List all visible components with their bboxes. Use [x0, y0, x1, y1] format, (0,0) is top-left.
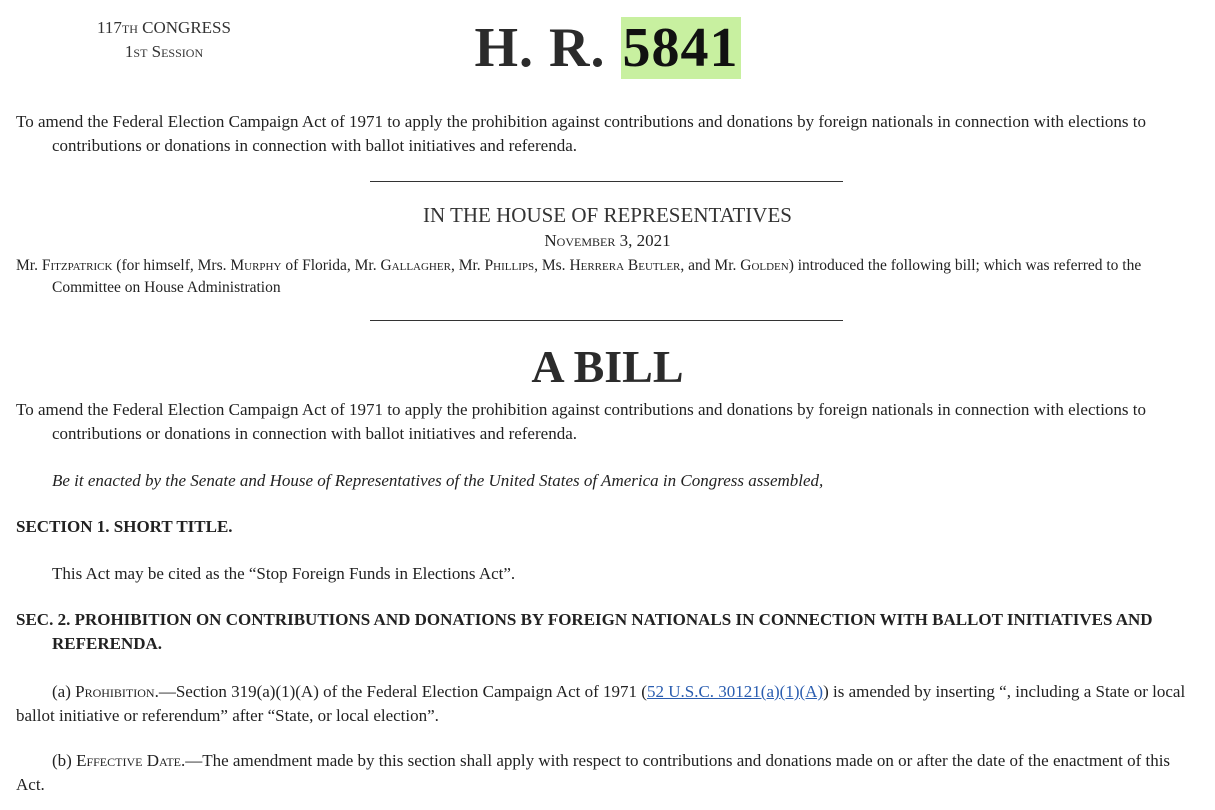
- bill-prefix: H. R.: [474, 17, 606, 79]
- enacting-clause: Be it enacted by the Senate and House of Representatives of the United States of America in Congress assembled,: [52, 471, 824, 490]
- subsection-a: (a) Prohibition.—Section 319(a)(1)(A) of the Federal Election Campaign Act of 1971 (52 U.S.C. 30121(a)(1)(A)) is amended by inserting “, including a State or local ballot initiative or referendum” after “State, or local election”.: [16, 682, 1186, 725]
- bill-heading: A BILL: [531, 341, 684, 392]
- summary-top: To amend the Federal Election Campaign Act of 1971 to apply the prohibition against contributions and donations by foreign nationals in connection with elections to contributions or donations in connection with ballot initiatives and referenda.: [16, 112, 1147, 155]
- subsection-b-title: Effective Date: [76, 751, 181, 770]
- subsection-a-title: Prohibition: [75, 682, 155, 701]
- sponsor-name: Fitzpatrick: [41, 257, 113, 274]
- sponsor-name: Phillips: [484, 257, 535, 274]
- congress-number: 117th CONGRESS: [97, 18, 231, 37]
- sponsor-name: Herrera Beutler: [569, 257, 681, 274]
- section-1-text: This Act may be cited as the “Stop Foreign Funds in Elections Act”.: [52, 564, 516, 583]
- subsection-b: (b) Effective Date.—The amendment made by this section shall apply with respect to contributions and donations made on or after the date of the enactment of this Act.: [16, 751, 1171, 794]
- sponsor-name: Murphy: [230, 257, 282, 274]
- usc-citation-link[interactable]: 52 U.S.C. 30121(a)(1)(A): [646, 682, 824, 701]
- sponsor-name: Gallagher: [380, 257, 451, 274]
- sponsor-name: Golden: [740, 257, 789, 274]
- summary-bill: To amend the Federal Election Campaign Act of 1971 to apply the prohibition against contributions and donations by foreign nationals in connection with elections to contributions or donations in connection with ballot initiatives and referenda.: [16, 400, 1147, 443]
- divider-bottom: [370, 320, 843, 321]
- bill-title: [0, 12, 1215, 84]
- introduction-date: November 3, 2021: [544, 231, 671, 250]
- section-1-heading: SECTION 1. SHORT TITLE.: [16, 517, 233, 536]
- house-title: IN THE HOUSE OF REPRESENTATIVES: [423, 203, 792, 227]
- bill-number: 5841: [622, 17, 739, 79]
- section-2-heading: SEC. 2. PROHIBITION ON CONTRIBUTIONS AND DONATIONS BY FOREIGN NATIONALS IN CONNECTION WITH BALLOT INITIATIVES AND REFERENDA.: [16, 610, 1153, 653]
- sponsors-statement: Mr. Fitzpatrick (for himself, Mrs. Murphy of Florida, Mr. Gallagher, Mr. Phillips, Ms. Herrera Beutler, and Mr. Golden) introduced the following bill; which was referred to the Committee on House Administration: [16, 257, 1142, 296]
- session-label: 1st Session: [124, 42, 204, 61]
- divider-top: [370, 181, 843, 182]
